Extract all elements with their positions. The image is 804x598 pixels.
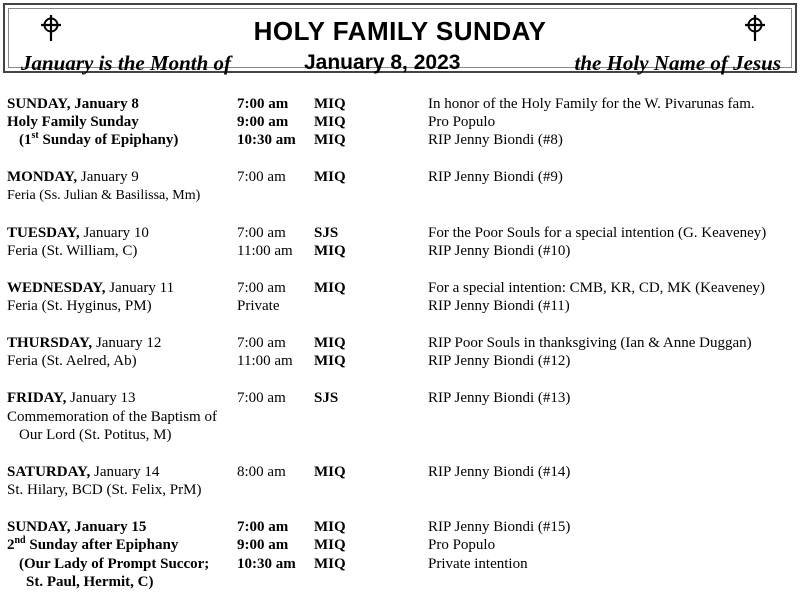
mass-time: Private [237,298,280,314]
month-dedication-left: January is the Month of [21,51,232,75]
celebrant: MIQ [314,243,346,259]
celebrant: MIQ [314,280,346,296]
mass-time: 7:00 am [237,96,289,112]
celebrant: MIQ [314,132,346,148]
mass-intention: RIP Jenny Biondi (#15) [428,519,571,535]
celebrant: MIQ [314,114,346,130]
mass-intention: RIP Jenny Biondi (#8) [428,132,563,148]
mass-intention: RIP Jenny Biondi (#14) [428,464,571,480]
mass-intention: RIP Jenny Biondi (#10) [428,243,571,259]
feast-name: Feria (Ss. Julian & Basilissa, Mm) [7,188,201,203]
day-heading: FRIDAY, January 13 [7,390,136,406]
feast-name: (Our Lady of Prompt Succor; [19,556,210,572]
feast-name: St. Paul, Hermit, C) [26,574,154,590]
day-heading: TUESDAY, January 10 [7,225,149,241]
mass-time: 8:00 am [237,464,286,480]
feast-name: Feria (St. Aelred, Ab) [7,353,137,369]
mass-time: 7:00 am [237,335,286,351]
celebrant: MIQ [314,556,346,572]
feast-name: Feria (St. William, C) [7,243,138,259]
celebrant: MIQ [314,464,346,480]
month-dedication-right: the Holy Name of Jesus [574,51,781,75]
celebrant: SJS [314,225,339,241]
feast-name: (1st Sunday of Epiphany) [19,130,179,148]
mass-intention: RIP Jenny Biondi (#13) [428,390,571,406]
mass-time: 11:00 am [237,353,293,369]
feast-name: Holy Family Sunday [7,114,139,130]
celebrant: MIQ [314,537,346,553]
day-heading: THURSDAY, January 12 [7,335,162,351]
mass-intention: RIP Jenny Biondi (#12) [428,353,571,369]
mass-time: 7:00 am [237,169,286,185]
celebrant: MIQ [314,335,346,351]
mass-intention: RIP Poor Souls in thanksgiving (Ian & Anne Duggan) [428,335,752,351]
mass-time: 9:00 am [237,114,289,130]
mass-time: 7:00 am [237,280,286,296]
mass-time: 9:00 am [237,537,289,553]
mass-time: 7:00 am [237,390,286,406]
mass-intention: For a special intention: CMB, KR, CD, MK (Keaveney) [428,280,766,296]
celebrant: MIQ [314,169,346,185]
mass-time: 11:00 am [237,243,293,259]
day-heading: SUNDAY, January 8 [7,96,139,112]
mass-intention: RIP Jenny Biondi (#9) [428,169,563,185]
feast-name: Feria (St. Hyginus, PM) [7,298,152,314]
day-heading: SATURDAY, January 14 [7,464,160,480]
celebrant: MIQ [314,96,346,112]
mass-time: 7:00 am [237,519,289,535]
mass-intention: Private intention [428,556,528,572]
page-title: HOLY FAMILY SUNDAY [253,16,547,46]
mass-intention: RIP Jenny Biondi (#11) [428,298,570,314]
mass-intention: In honor of the Holy Family for the W. Pivarunas fam. [428,96,755,112]
mass-time: 10:30 am [237,132,296,148]
celebrant: MIQ [314,519,346,535]
celebrant: SJS [314,390,339,406]
mass-intention: Pro Populo [428,537,496,553]
mass-intention: For the Poor Souls for a special intention (G. Keaveney) [428,225,767,241]
day-heading: MONDAY, January 9 [7,169,139,185]
mass-time: 7:00 am [237,225,286,241]
feast-name: Our Lord (St. Potitus, M) [19,427,172,443]
feast-name: Commemoration of the Baptism of [7,409,217,425]
bulletin-date: January 8, 2023 [304,51,461,74]
bulletin-header [3,3,797,73]
feast-name: St. Hilary, BCD (St. Felix, PrM) [7,482,202,498]
mass-time: 10:30 am [237,556,296,572]
mass-intention: Pro Populo [428,114,496,130]
feast-name: 2nd Sunday after Epiphany [7,535,179,553]
celebrant: MIQ [314,353,346,369]
day-heading: SUNDAY, January 15 [7,519,147,535]
day-heading: WEDNESDAY, January 11 [7,280,175,296]
